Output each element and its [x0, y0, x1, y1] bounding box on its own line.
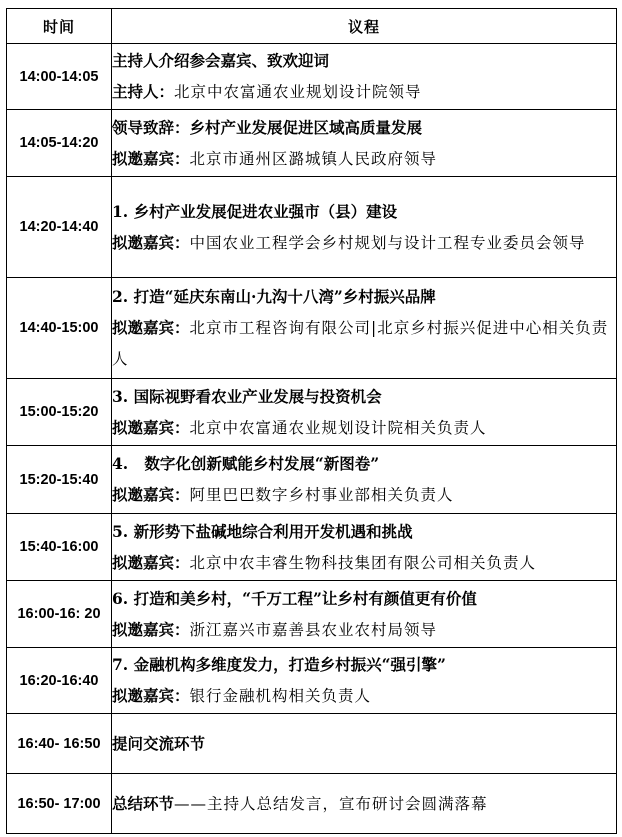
row-title: 4. 数字化创新赋能乡村发展“新图卷” — [112, 454, 380, 473]
row-speaker — [112, 547, 616, 579]
row-title: 3. 国际视野看农业产业发展与投资机会 — [112, 386, 382, 406]
row-title: 7. 金融机构多维度发力，打造乡村振兴“强引擎” — [112, 655, 446, 674]
speaker-label: 拟邀嘉宾： — [112, 686, 190, 705]
row-title: 1. 乡村产业发展促进农业强市（县）建设 — [112, 201, 398, 221]
agenda-table — [6, 8, 617, 834]
row-title: 领导致辞：乡村产业发展促进区域高质量发展 — [112, 117, 423, 137]
row-time: 16:20-16:40 — [7, 648, 112, 714]
row-speaker — [112, 76, 616, 108]
row-program — [112, 514, 617, 581]
speaker-label: 拟邀嘉宾： — [112, 619, 190, 639]
row-program — [112, 581, 617, 648]
table-row — [7, 44, 617, 110]
speaker-label: 拟邀嘉宾： — [112, 232, 190, 252]
row-summary — [112, 788, 616, 820]
speaker-label: 拟邀嘉宾： — [112, 485, 190, 504]
row-program — [112, 714, 617, 774]
row-time: 15:20-15:40 — [7, 446, 112, 514]
row-speaker — [112, 227, 616, 259]
row-speaker — [112, 680, 616, 712]
table-row — [7, 581, 617, 648]
row-program — [112, 278, 617, 379]
table-row — [7, 379, 617, 446]
row-speaker — [112, 143, 616, 175]
table-row — [7, 446, 617, 514]
table-row — [7, 278, 617, 379]
row-program — [112, 44, 617, 110]
table-row — [7, 177, 617, 278]
row-time: 14:00-14:05 — [7, 44, 112, 110]
header-row — [7, 9, 617, 44]
row-speaker — [112, 312, 616, 375]
header-time: 时间 — [7, 9, 112, 44]
row-title: 2. 打造“延庆东南山·九沟十八湾”乡村振兴品牌 — [112, 287, 436, 306]
row-program — [112, 110, 617, 177]
speaker-name: 北京市工程咨询有限公司|北京乡村振兴促进中心相关负责人 — [112, 319, 609, 368]
table-row — [7, 648, 617, 714]
speaker-name: 北京中农富通农业规划设计院相关负责人 — [189, 418, 487, 437]
speaker-name: 阿里巴巴数字乡村事业部相关负责人 — [189, 486, 454, 504]
row-time: 14:20-14:40 — [7, 177, 112, 278]
row-program — [112, 379, 617, 446]
table-row — [7, 110, 617, 177]
row-title: 提问交流环节 — [112, 734, 206, 753]
row-title: 主持人介绍参会嘉宾、致欢迎词 — [112, 51, 330, 70]
row-speaker — [112, 479, 616, 511]
row-title: 6. 打造和美乡村，“千万工程”让乡村有颜值更有价值 — [112, 588, 477, 608]
row-time: 15:40-16:00 — [7, 514, 112, 581]
speaker-label: 拟邀嘉宾： — [112, 318, 190, 337]
row-program — [112, 446, 617, 514]
speaker-name: 浙江嘉兴市嘉善县农业农村局领导 — [189, 620, 438, 639]
row-title: 5. 新形势下盐碱地综合利用开发机遇和挑战 — [112, 521, 413, 541]
speaker-name: 北京中农丰睿生物科技集团有限公司相关负责人 — [189, 553, 537, 572]
row-time: 14:40-15:00 — [7, 278, 112, 379]
speaker-name: 银行金融机构相关负责人 — [189, 687, 372, 705]
speaker-label: 拟邀嘉宾： — [112, 148, 190, 168]
row-program — [112, 648, 617, 714]
row-time: 16:00-16: 20 — [7, 581, 112, 648]
speaker-label: 拟邀嘉宾： — [112, 417, 190, 437]
row-time: 15:00-15:20 — [7, 379, 112, 446]
header-agenda: 议程 — [112, 9, 617, 44]
summary-label: 总结环节 — [112, 793, 175, 813]
row-program — [112, 177, 617, 278]
row-program — [112, 774, 617, 834]
speaker-name: 北京中农富通农业规划设计院领导 — [174, 83, 422, 101]
row-speaker — [112, 614, 616, 646]
speaker-label: 主持人： — [112, 82, 175, 101]
speaker-name: 中国农业工程学会乡村规划与设计工程专业委员会领导 — [189, 233, 586, 252]
speaker-label: 拟邀嘉宾： — [112, 552, 190, 572]
row-time: 16:50- 17:00 — [7, 774, 112, 834]
row-speaker — [112, 412, 616, 444]
table-row — [7, 714, 617, 774]
speaker-name: 北京市通州区潞城镇人民政府领导 — [189, 149, 438, 168]
summary-text: ——主持人总结发言，宣布研讨会圆满落幕 — [174, 794, 488, 813]
table-row — [7, 774, 617, 834]
table-row — [7, 514, 617, 581]
row-time: 16:40- 16:50 — [7, 714, 112, 774]
row-time: 14:05-14:20 — [7, 110, 112, 177]
